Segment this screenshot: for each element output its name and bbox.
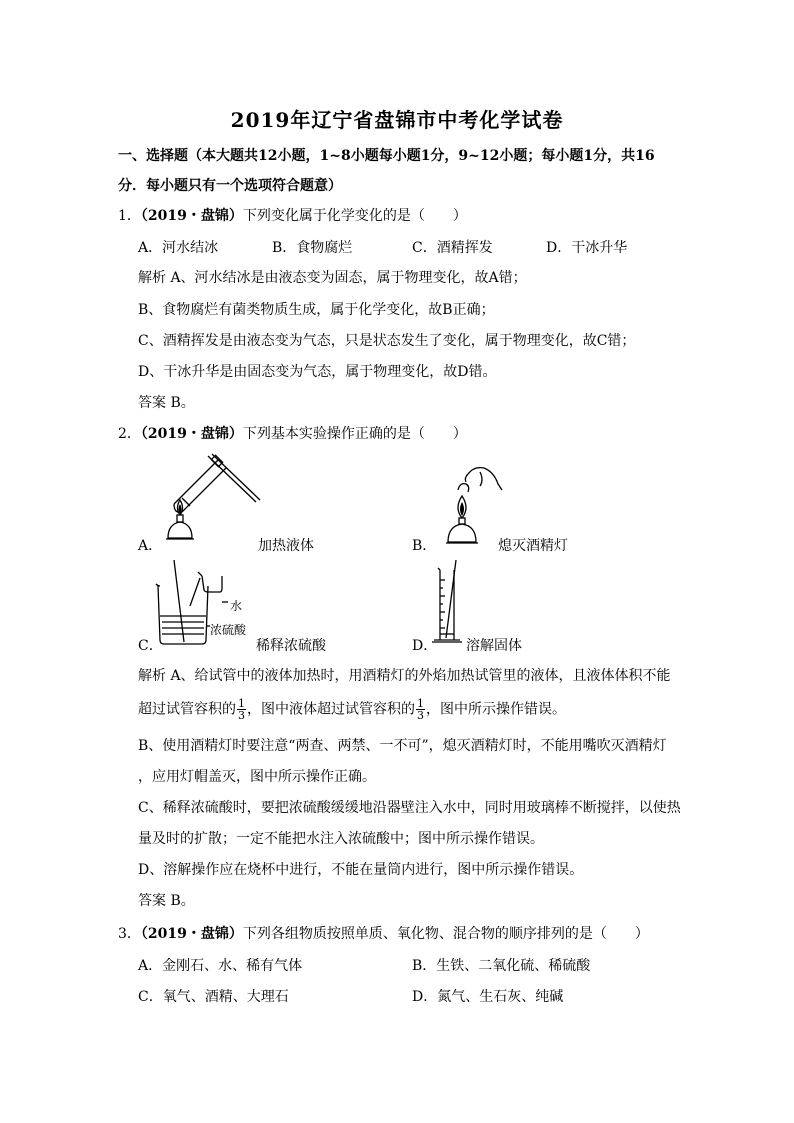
question-number: 1． (118, 208, 141, 224)
question-number: 2． (118, 426, 141, 442)
q1-answer: 答案 B。 (138, 395, 195, 411)
q2-analysis-b-line1: B、使用酒精灯时要注意“两查、两禁、一不可”，熄灭酒精灯时，不能用嘴吹灭酒精灯 (138, 738, 667, 754)
fraction-numerator: 1 (417, 697, 424, 710)
question-number: 3． (118, 926, 141, 942)
question-source-tag: （2019・盘锦） (140, 926, 243, 942)
q2-option-a-letter: A． (138, 538, 163, 554)
q3-option-c: C．氧气、酒精、大理石 (138, 989, 289, 1005)
q3-option-d: D．氮气、生石灰、纯碱 (412, 989, 564, 1005)
q2-option-b-letter: B． (412, 538, 437, 554)
q3-option-a: A．金刚石、水、稀有气体 (138, 958, 303, 974)
q2-analysis-a-line2 (138, 698, 566, 721)
q2-option-d-caption: 溶解固体 (466, 638, 522, 654)
q1-analysis-b: B、食物腐烂有菌类物质生成，属于化学变化，故B正确； (138, 302, 495, 318)
q1-option-b: B．食物腐烂 (272, 240, 353, 256)
q1-analysis-d: D、干冰升华是由固态变为气态，属于物理变化，故D错。 (138, 364, 497, 380)
question-2 (118, 424, 467, 444)
question-stem: 下列各组物质按照单质、氧化物、混合物的顺序排列的是（ ） (242, 926, 649, 942)
text-segment: ，图中所示操作错误。 (426, 701, 566, 718)
q1-analysis-c: C、酒精挥发是由液态变为气态，只是状态发生了变化，属于物理变化，故C错； (138, 333, 636, 349)
q2-analysis-b-line2: ，应用灯帽盖灭，图中所示操作正确。 (138, 769, 376, 785)
q2-answer: 答案 B。 (138, 893, 195, 909)
heating-liquid-figure (160, 452, 270, 552)
q3-option-b: B．生铁、二氧化硫、稀硫酸 (412, 958, 591, 974)
section-heading-line1: 一、选择题（本大题共12小题，1~8小题每小题1分，9~12小题；每小题1分，共16 (118, 148, 655, 164)
fraction-one-third (237, 698, 246, 721)
fraction-denominator: 3 (238, 709, 245, 722)
q2-option-a-caption: 加热液体 (258, 538, 314, 554)
page-title: 2019年辽宁省盘锦市中考化学试卷 (230, 108, 564, 132)
q2-option-d-letter: D． (412, 638, 438, 654)
q2-option-c-letter: C． (138, 638, 163, 654)
section-heading-line2: 分．每小题只有一个选项符合题意） (118, 178, 342, 194)
label-water: 水 (230, 599, 243, 613)
q2-analysis-c-line1: C、稀释浓硫酸时，要把浓硫酸缓缓地沿器壁注入水中，同时用玻璃棒不断搅拌，以使热 (138, 800, 681, 816)
question-source-tag: （2019・盘锦） (140, 208, 243, 224)
question-3 (118, 924, 649, 944)
fraction-one-third (416, 698, 425, 721)
q1-analysis-a: 解析 A、河水结冰是由液态变为固态，属于物理变化，故A错； (138, 270, 527, 286)
fraction-numerator: 1 (238, 697, 245, 710)
question-stem: 下列基本实验操作正确的是（ ） (242, 426, 467, 442)
question-stem: 下列变化属于化学变化的是（ ） (242, 208, 467, 224)
text-segment: 超过试管容积的 (138, 701, 236, 718)
text-segment: ，图中液体超过试管容积的 (247, 701, 415, 718)
fraction-denominator: 3 (417, 709, 424, 722)
q1-option-a: A．河水结冰 (138, 240, 219, 256)
q1-option-d: D．干冰升华 (546, 240, 628, 256)
question-1 (118, 206, 467, 226)
q2-option-b-caption: 熄灭酒精灯 (498, 538, 568, 554)
q2-analysis-c-line2: 量及时的扩散；一定不能把水注入浓硫酸中；图中所示操作错误。 (138, 831, 544, 847)
label-concentrated-acid: 浓硫酸 (210, 623, 247, 637)
q1-option-c: C．酒精挥发 (412, 240, 493, 256)
q2-analysis-a-line1: 解析 A、给试管中的液体加热时，用酒精灯的外焰加热试管里的液体，且液体体积不能 (138, 668, 671, 684)
q2-option-c-caption: 稀释浓硫酸 (256, 638, 326, 654)
question-source-tag: （2019・盘锦） (140, 426, 243, 442)
q2-analysis-d: D、溶解操作应在烧杯中进行，不能在量筒内进行，图中所示操作错误。 (138, 862, 584, 878)
